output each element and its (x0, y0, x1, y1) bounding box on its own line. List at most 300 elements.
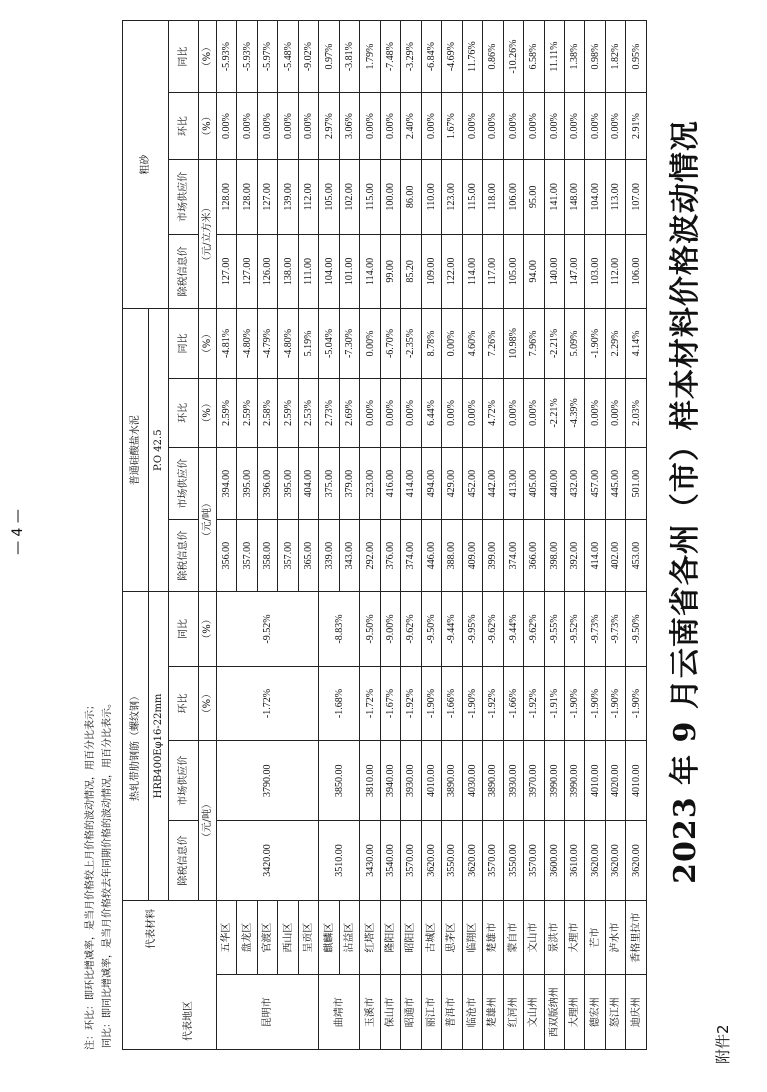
cement-info-price-cell: 399.00 (483, 520, 503, 592)
rebar-unit: （元/吨） (199, 741, 217, 900)
sand-info-price-cell: 103.00 (585, 234, 605, 309)
sand-info-price-cell: 104.00 (319, 234, 339, 309)
cement-info-price-cell: 357.00 (278, 520, 298, 592)
sand-yoy-unit: （%） (199, 21, 217, 93)
sand-info-price-cell: 127.00 (217, 234, 237, 309)
cement-mom-cell: 0.00% (585, 378, 605, 447)
sand-mom-cell: 0.00% (298, 93, 318, 160)
price-table-body (217, 21, 647, 1050)
cement-mom-cell: 0.00% (360, 378, 380, 447)
cement-mom-cell: 2.59% (237, 378, 257, 447)
sand-info-price-cell: 111.00 (298, 234, 318, 309)
sand-yoy-cell: 11.76% (462, 21, 482, 93)
sand-info-price-cell: 109.00 (421, 234, 441, 309)
cement-mom-cell: 0.00% (462, 378, 482, 447)
cement-mom-header: 环比 (169, 378, 199, 447)
rebar-info-price-cell: 3540.00 (380, 821, 400, 901)
rebar-market-price-cell: 3990.00 (544, 741, 564, 821)
price-table-wrapper (122, 20, 647, 1050)
table-row (564, 21, 584, 1050)
rebar-yoy-cell: -9.50% (360, 592, 380, 667)
rebar-yoy-cell: -9.73% (605, 592, 625, 667)
rebar-yoy-header: 同比 (169, 592, 199, 667)
cement-market-price-cell: 442.00 (483, 448, 503, 520)
rebar-mom-cell: -1.92% (524, 666, 544, 741)
sand-yoy-cell: 1.82% (605, 21, 625, 93)
sand-info-price-cell: 140.00 (544, 234, 564, 309)
rebar-info-price-cell: 3620.00 (626, 821, 647, 901)
attachment-label: 附件2 (714, 1024, 732, 1064)
sand-info-price-cell: 114.00 (360, 234, 380, 309)
cement-mom-cell: 2.73% (319, 378, 339, 447)
rebar-market-price-cell: 3790.00 (217, 741, 319, 821)
rebar-mom-cell: -1.66% (442, 666, 462, 741)
rebar-mom-header: 环比 (169, 666, 199, 741)
cement-yoy-cell: 0.00% (442, 309, 462, 378)
sand-mom-cell: 2.91% (626, 93, 647, 160)
city-cell: 文山州 (524, 975, 544, 1050)
sand-yoy-cell: 1.38% (564, 21, 584, 93)
rebar-mom-cell: -1.90% (626, 666, 647, 741)
cement-yoy-cell: -2.35% (401, 309, 421, 378)
rebar-yoy-cell: -9.95% (462, 592, 482, 667)
rebar-info-price-cell: 3510.00 (319, 821, 360, 901)
cement-yoy-cell: -4.80% (278, 309, 298, 378)
page-number: — 4 — (10, 509, 26, 555)
sand-mom-cell: 0.00% (503, 93, 523, 160)
sand-yoy-cell: -9.02% (298, 21, 318, 93)
footnote-mom: 注：环比：即环比增减率，是当月价格较上月价格的波动情况，用百分比表示； (85, 700, 96, 1050)
cement-mom-cell: -4.39% (564, 378, 584, 447)
rebar-yoy-cell: -9.50% (626, 592, 647, 667)
sand-info-price-cell: 122.00 (442, 234, 462, 309)
district-cell: 隆阳区 (380, 900, 400, 975)
sand-info-price-cell: 85.20 (401, 234, 421, 309)
cement-market-price-cell: 413.00 (503, 448, 523, 520)
cement-yoy-unit: （%） (199, 309, 217, 378)
sand-market-price-cell: 128.00 (237, 160, 257, 235)
cement-info-price-header: 除税信息价 (169, 520, 199, 592)
sand-market-price-cell: 100.00 (380, 160, 400, 235)
sand-mom-cell: 2.97% (319, 93, 339, 160)
sand-mom-cell: 0.00% (483, 93, 503, 160)
rebar-mom-cell: -1.92% (401, 666, 421, 741)
cement-mom-cell: 0.00% (401, 378, 421, 447)
district-cell: 景洪市 (544, 900, 564, 975)
sand-info-price-cell: 117.00 (483, 234, 503, 309)
table-row (503, 21, 523, 1050)
rebar-mom-cell: -1.90% (585, 666, 605, 741)
sand-yoy-cell: 0.97% (319, 21, 339, 93)
district-cell: 临翔区 (462, 900, 482, 975)
sand-yoy-cell: 11.11% (544, 21, 564, 93)
city-cell: 昭通市 (401, 975, 421, 1050)
cement-mom-cell: 0.00% (524, 378, 544, 447)
footnote-yoy: 同比：即同比增减率，是当月价格较去年同期价格的波动情况，用百分比表示。 (102, 698, 113, 1048)
sand-unit: （元/立方米） (199, 160, 217, 309)
district-cell: 芒市 (585, 900, 605, 975)
rebar-mom-cell: -1.90% (462, 666, 482, 741)
sand-group-header: 粗砂 (123, 21, 169, 309)
sand-market-price-cell: 102.00 (339, 160, 359, 235)
city-cell: 迪庆州 (626, 975, 647, 1050)
rebar-mom-cell: -1.90% (605, 666, 625, 741)
cement-market-price-cell: 375.00 (319, 448, 339, 520)
rebar-mom-cell: -1.90% (421, 666, 441, 741)
cement-mom-cell: 2.53% (298, 378, 318, 447)
cement-yoy-cell: 0.00% (360, 309, 380, 378)
district-cell: 沾益区 (339, 900, 359, 975)
sand-market-price-cell: 115.00 (360, 160, 380, 235)
material-col-label: 代表材料 (145, 908, 157, 949)
rebar-info-price-cell: 3570.00 (483, 821, 503, 901)
sand-market-price-cell: 141.00 (544, 160, 564, 235)
cement-market-price-cell: 396.00 (257, 448, 277, 520)
sand-market-price-cell: 110.00 (421, 160, 441, 235)
rebar-info-price-cell: 3610.00 (564, 821, 584, 901)
sand-info-price-cell: 127.00 (237, 234, 257, 309)
rebar-info-price-cell: 3420.00 (217, 821, 319, 901)
table-row (360, 21, 380, 1050)
table-row (217, 21, 237, 1050)
cement-yoy-cell: -2.21% (544, 309, 564, 378)
rebar-info-price-cell: 3430.00 (360, 821, 380, 901)
rebar-market-price-cell: 3890.00 (442, 741, 462, 821)
rebar-info-price-cell: 3600.00 (544, 821, 564, 901)
table-row (544, 21, 564, 1050)
table-row (626, 21, 647, 1050)
cement-info-price-cell: 357.00 (237, 520, 257, 592)
rebar-spec-header: HRB400Eφ16-22mm (149, 592, 169, 901)
cement-mom-cell: 4.72% (483, 378, 503, 447)
sand-yoy-cell: -5.93% (217, 21, 237, 93)
rebar-market-price-cell: 3970.00 (524, 741, 544, 821)
cement-mom-cell: -2.21% (544, 378, 564, 447)
sand-info-price-cell: 126.00 (257, 234, 277, 309)
cement-info-price-cell: 388.00 (442, 520, 462, 592)
sand-market-price-cell: 127.00 (257, 160, 277, 235)
sand-market-price-cell: 106.00 (503, 160, 523, 235)
sand-yoy-cell: -10.26% (503, 21, 523, 93)
sand-market-price-cell: 112.00 (298, 160, 318, 235)
sand-mom-cell: 3.06% (339, 93, 359, 160)
rebar-market-price-cell: 4010.00 (626, 741, 647, 821)
district-cell: 蒙自市 (503, 900, 523, 975)
rebar-mom-cell: -1.66% (503, 666, 523, 741)
cement-info-price-cell: 409.00 (462, 520, 482, 592)
cement-info-price-cell: 292.00 (360, 520, 380, 592)
sand-market-price-header: 市场供应价 (169, 160, 199, 235)
district-cell: 呈贡区 (298, 900, 318, 975)
cement-unit: （元/吨） (199, 448, 217, 592)
city-cell: 怒江州 (605, 975, 625, 1050)
rebar-yoy-cell: -9.00% (380, 592, 400, 667)
rebar-info-price-cell: 3620.00 (421, 821, 441, 901)
sand-yoy-cell: -6.84% (421, 21, 441, 93)
district-cell: 大理市 (564, 900, 584, 975)
district-cell: 昭阳区 (401, 900, 421, 975)
rebar-yoy-cell: -9.62% (401, 592, 421, 667)
cement-mom-cell: 0.00% (605, 378, 625, 447)
sand-mom-unit: （%） (199, 93, 217, 160)
rebar-yoy-cell: -8.83% (319, 592, 360, 667)
cement-market-price-header: 市场供应价 (169, 448, 199, 520)
cement-market-price-cell: 404.00 (298, 448, 318, 520)
table-row (524, 21, 544, 1050)
sand-market-price-cell: 128.00 (217, 160, 237, 235)
cement-info-price-cell: 392.00 (564, 520, 584, 592)
city-cell: 红河州 (503, 975, 523, 1050)
city-cell: 德宏州 (585, 975, 605, 1050)
cement-market-price-cell: 445.00 (605, 448, 625, 520)
rebar-yoy-cell: -9.44% (503, 592, 523, 667)
district-cell: 文山市 (524, 900, 544, 975)
district-cell: 麒麟区 (319, 900, 339, 975)
cement-yoy-cell: -4.80% (237, 309, 257, 378)
district-cell: 楚雄市 (483, 900, 503, 975)
cement-info-price-cell: 366.00 (524, 520, 544, 592)
rebar-market-price-cell: 4020.00 (605, 741, 625, 821)
city-cell: 西双版纳州 (544, 975, 564, 1050)
sand-market-price-cell: 115.00 (462, 160, 482, 235)
sand-yoy-cell: 0.86% (483, 21, 503, 93)
cement-market-price-cell: 394.00 (217, 448, 237, 520)
sand-yoy-cell: -5.97% (257, 21, 277, 93)
sand-mom-cell: 0.00% (605, 93, 625, 160)
sand-yoy-cell: 6.58% (524, 21, 544, 93)
sand-mom-cell: 0.00% (278, 93, 298, 160)
sand-market-price-cell: 95.00 (524, 160, 544, 235)
city-cell: 临沧市 (462, 975, 482, 1050)
cement-market-price-cell: 429.00 (442, 448, 462, 520)
rebar-info-price-cell: 3550.00 (442, 821, 462, 901)
sand-mom-cell: 0.00% (380, 93, 400, 160)
sand-info-price-cell: 112.00 (605, 234, 625, 309)
cement-yoy-cell: -4.79% (257, 309, 277, 378)
cement-yoy-cell: 8.78% (421, 309, 441, 378)
sand-mom-header: 环比 (169, 93, 199, 160)
rebar-mom-cell: -1.90% (564, 666, 584, 741)
rebar-yoy-cell: -9.50% (421, 592, 441, 667)
sand-mom-cell: 0.00% (421, 93, 441, 160)
cement-yoy-cell: 7.96% (524, 309, 544, 378)
cement-mom-cell: 0.00% (442, 378, 462, 447)
cement-info-price-cell: 374.00 (401, 520, 421, 592)
region-col-label: 代表地区 (182, 1001, 194, 1041)
rebar-mom-cell: -1.72% (217, 666, 319, 741)
sand-info-price-cell: 94.00 (524, 234, 544, 309)
rebar-yoy-cell: -9.55% (544, 592, 564, 667)
cement-mom-cell: 2.03% (626, 378, 647, 447)
cement-yoy-cell: 10.98% (503, 309, 523, 378)
sand-mom-cell: 0.00% (585, 93, 605, 160)
rebar-yoy-cell: -9.52% (564, 592, 584, 667)
sand-market-price-cell: 86.00 (401, 160, 421, 235)
cement-info-price-cell: 446.00 (421, 520, 441, 592)
page-title: 2023 年 9 月云南省各州（市）样本材料价格波动情况 (668, 120, 703, 884)
table-row (585, 21, 605, 1050)
cement-yoy-cell: 4.14% (626, 309, 647, 378)
sand-info-price-cell: 114.00 (462, 234, 482, 309)
cement-yoy-cell: -5.04% (319, 309, 339, 378)
cement-market-price-cell: 416.00 (380, 448, 400, 520)
sand-market-price-cell: 105.00 (319, 160, 339, 235)
sand-mom-cell: 0.00% (462, 93, 482, 160)
city-cell: 玉溪市 (360, 975, 380, 1050)
rebar-yoy-cell: -9.52% (217, 592, 319, 667)
district-cell: 思茅区 (442, 900, 462, 975)
cement-yoy-cell: -7.30% (339, 309, 359, 378)
sand-info-price-cell: 106.00 (626, 234, 647, 309)
cement-market-price-cell: 494.00 (421, 448, 441, 520)
rebar-mom-cell: -1.91% (544, 666, 564, 741)
cement-info-price-cell: 398.00 (544, 520, 564, 592)
cement-info-price-cell: 374.00 (503, 520, 523, 592)
rebar-market-price-cell: 3850.00 (319, 741, 360, 821)
sand-market-price-cell: 148.00 (564, 160, 584, 235)
table-row (421, 21, 441, 1050)
district-cell: 盘龙区 (237, 900, 257, 975)
rebar-market-price-cell: 3810.00 (360, 741, 380, 821)
footnotes (82, 20, 116, 1050)
table-row (462, 21, 482, 1050)
table-row (380, 21, 400, 1050)
district-cell: 红塔区 (360, 900, 380, 975)
table-row (401, 21, 421, 1050)
rebar-mom-unit: （%） (199, 666, 217, 741)
sand-mom-cell: 0.00% (237, 93, 257, 160)
cement-market-price-cell: 405.00 (524, 448, 544, 520)
cement-yoy-cell: 2.29% (605, 309, 625, 378)
table-row (442, 21, 462, 1050)
sand-mom-cell: 0.00% (257, 93, 277, 160)
rebar-mom-cell: -1.72% (360, 666, 380, 741)
cement-yoy-cell: 7.26% (483, 309, 503, 378)
rebar-market-price-header: 市场供应价 (169, 741, 199, 821)
cement-mom-cell: 6.44% (421, 378, 441, 447)
cement-info-price-cell: 356.00 (217, 520, 237, 592)
sand-market-price-cell: 118.00 (483, 160, 503, 235)
rebar-market-price-cell: 4030.00 (462, 741, 482, 821)
sand-mom-cell: 0.00% (360, 93, 380, 160)
cement-info-price-cell: 365.00 (298, 520, 318, 592)
cement-info-price-cell: 358.00 (257, 520, 277, 592)
rebar-yoy-cell: -9.44% (442, 592, 462, 667)
city-cell: 普洱市 (442, 975, 462, 1050)
district-cell: 香格里拉市 (626, 900, 647, 975)
cement-market-price-cell: 440.00 (544, 448, 564, 520)
rebar-market-price-cell: 3990.00 (564, 741, 584, 821)
district-cell: 泸水市 (605, 900, 625, 975)
sand-yoy-cell: 1.79% (360, 21, 380, 93)
header-region-material (123, 900, 217, 1049)
city-cell: 昆明市 (217, 975, 319, 1050)
cement-yoy-cell: -1.90% (585, 309, 605, 378)
rebar-info-price-cell: 3570.00 (401, 821, 421, 901)
rebar-market-price-cell: 3930.00 (503, 741, 523, 821)
district-cell: 官渡区 (257, 900, 277, 975)
sand-market-price-cell: 139.00 (278, 160, 298, 235)
cement-market-price-cell: 414.00 (401, 448, 421, 520)
cement-market-price-cell: 501.00 (626, 448, 647, 520)
rebar-market-price-cell: 3890.00 (483, 741, 503, 821)
rebar-market-price-cell: 4010.00 (585, 741, 605, 821)
cement-mom-cell: 0.00% (380, 378, 400, 447)
sand-mom-cell: 1.67% (442, 93, 462, 160)
district-cell: 古城区 (421, 900, 441, 975)
sand-info-price-cell: 99.00 (380, 234, 400, 309)
district-cell: 五华区 (217, 900, 237, 975)
sand-yoy-cell: 0.98% (585, 21, 605, 93)
cement-market-price-cell: 395.00 (278, 448, 298, 520)
sand-market-price-cell: 107.00 (626, 160, 647, 235)
rebar-info-price-header: 除税信息价 (169, 821, 199, 901)
city-cell: 丽江市 (421, 975, 441, 1050)
sand-mom-cell: 2.40% (401, 93, 421, 160)
cement-info-price-cell: 414.00 (585, 520, 605, 592)
sand-yoy-cell: -7.48% (380, 21, 400, 93)
sand-yoy-cell: 0.95% (626, 21, 647, 93)
city-cell: 曲靖市 (319, 975, 360, 1050)
sand-market-price-cell: 113.00 (605, 160, 625, 235)
cement-info-price-cell: 339.00 (319, 520, 339, 592)
cement-market-price-cell: 432.00 (564, 448, 584, 520)
cement-market-price-cell: 457.00 (585, 448, 605, 520)
cement-yoy-header: 同比 (169, 309, 199, 378)
city-cell: 大理州 (564, 975, 584, 1050)
sand-info-price-cell: 105.00 (503, 234, 523, 309)
sand-yoy-cell: -5.48% (278, 21, 298, 93)
sand-yoy-header: 同比 (169, 21, 199, 93)
sand-yoy-cell: -3.29% (401, 21, 421, 93)
sand-yoy-cell: -5.93% (237, 21, 257, 93)
sand-mom-cell: 0.00% (217, 93, 237, 160)
rebar-market-price-cell: 3940.00 (380, 741, 400, 821)
sand-mom-cell: 0.00% (564, 93, 584, 160)
cement-yoy-cell: 4.60% (462, 309, 482, 378)
rebar-yoy-cell: -9.62% (524, 592, 544, 667)
cement-mom-unit: （%） (199, 378, 217, 447)
cement-market-price-cell: 379.00 (339, 448, 359, 520)
rebar-yoy-unit: （%） (199, 592, 217, 667)
rebar-market-price-cell: 3930.00 (401, 741, 421, 821)
sand-info-price-cell: 101.00 (339, 234, 359, 309)
cement-group-header: 普通硅酸盐水泥 (123, 309, 149, 592)
cement-info-price-cell: 343.00 (339, 520, 359, 592)
sand-mom-cell: 0.00% (544, 93, 564, 160)
sand-info-price-cell: 147.00 (564, 234, 584, 309)
cement-info-price-cell: 376.00 (380, 520, 400, 592)
rebar-info-price-cell: 3620.00 (462, 821, 482, 901)
rebar-mom-cell: -1.68% (319, 666, 360, 741)
cement-mom-cell: 2.59% (217, 378, 237, 447)
rebar-market-price-cell: 4010.00 (421, 741, 441, 821)
cement-yoy-cell: 5.09% (564, 309, 584, 378)
cement-mom-cell: 2.59% (278, 378, 298, 447)
cement-spec-header: P.O 42.5 (149, 309, 169, 592)
cement-yoy-cell: 5.19% (298, 309, 318, 378)
sand-yoy-cell: -4.69% (442, 21, 462, 93)
rebar-info-price-cell: 3570.00 (524, 821, 544, 901)
rebar-yoy-cell: -9.62% (483, 592, 503, 667)
table-row (483, 21, 503, 1050)
rebar-group-header: 热轧带肋钢筋（螺纹钢） (123, 592, 149, 901)
rebar-mom-cell: -1.67% (380, 666, 400, 741)
cement-info-price-cell: 402.00 (605, 520, 625, 592)
city-cell: 保山市 (380, 975, 400, 1050)
sand-yoy-cell: -3.81% (339, 21, 359, 93)
sand-market-price-cell: 123.00 (442, 160, 462, 235)
